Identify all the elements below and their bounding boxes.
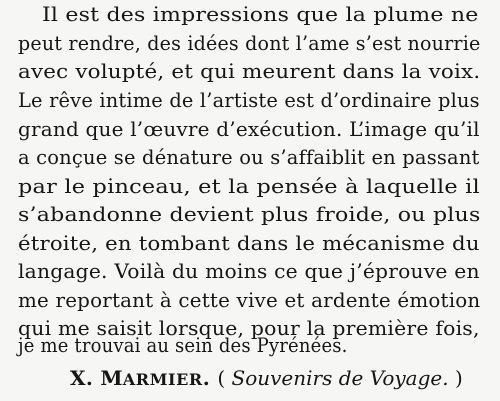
author-initial: X. M (70, 366, 123, 390)
source-close-paren: ) (454, 366, 463, 390)
passage-line: s’abandonne devient plus froide, ou plus (18, 202, 481, 226)
author-period: . (202, 366, 211, 390)
passage-line: Le rêve intime de l’artiste est d’ordinaire plus (18, 88, 480, 112)
passage-line: avec volupté, et qui meurent dans la voix. (18, 59, 481, 83)
passage-line: langage. Voilà du moins ce que j’éprouve en (18, 259, 480, 283)
author-name (70, 366, 217, 390)
passage-line: peut rendre, des idées dont l’ame s’est nourrie (18, 31, 481, 55)
passage-line: je me trouvai au sein des Pyrénées. (18, 333, 348, 357)
passage-line: me reportant à cette vive et ardente émotion (18, 288, 481, 312)
source-open-paren: ( (217, 366, 226, 390)
passage-line: grand que l’œuvre d’exécution. L’image qu’il (18, 117, 480, 141)
passage-line: qui me saisit lorsque, pour la première fois, (18, 316, 480, 340)
passage-line: étroite, en tombant dans le mécanisme du (18, 231, 480, 255)
author-surname: ARMIER (122, 370, 203, 389)
source-title: Souvenirs de Voyage. (231, 366, 449, 390)
passage-line: par le pinceau, et la pensée à laquelle il (18, 174, 480, 198)
passage-line: a conçue se dénature ou s’affaiblit en passant (18, 145, 480, 169)
attribution (70, 366, 463, 392)
passage-line: Il est des impressions que la plume ne (42, 2, 479, 26)
